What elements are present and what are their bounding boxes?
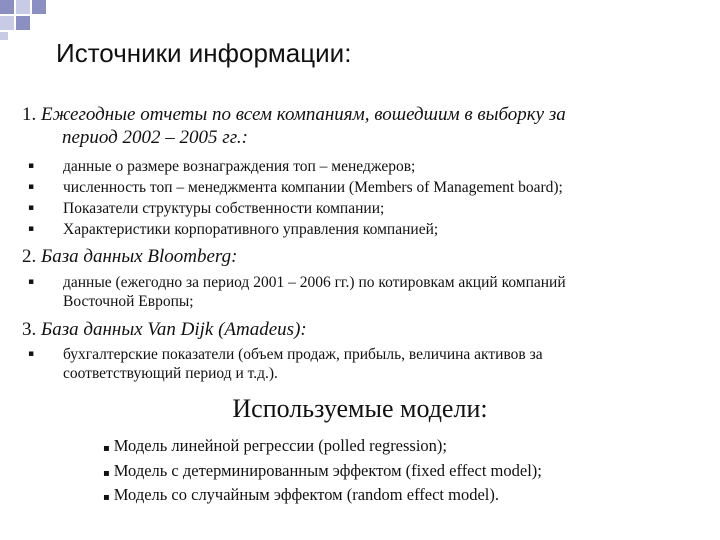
bullet-text-continued: Восточной Европы; — [63, 293, 194, 310]
bullet-square-icon: ▪ — [28, 161, 35, 171]
section-number: 1. — [22, 104, 37, 125]
corner-square — [16, 0, 30, 14]
model-item — [103, 436, 447, 459]
corner-square — [16, 16, 30, 30]
corner-square — [0, 32, 8, 40]
section-3-heading — [22, 318, 307, 341]
section-2-heading — [22, 245, 237, 268]
bullet-square-icon: ▪ — [103, 443, 110, 454]
bullet-item — [28, 345, 543, 383]
page-title: Источники информации: — [56, 38, 352, 68]
section-1-heading — [22, 103, 566, 149]
models-title: Используемые модели: — [232, 394, 488, 423]
bullet-square-icon: ▪ — [28, 203, 35, 213]
section-number: 3. — [22, 319, 37, 340]
bullet-item — [28, 220, 438, 239]
corner-square — [32, 0, 46, 14]
bullet-text: Характеристики корпоративного управления компанией; — [63, 221, 439, 238]
bullet-text: численность топ – менеджмента компании (Members of Management board); — [63, 179, 563, 196]
bullet-square-icon: ▪ — [28, 349, 35, 359]
bullet-item — [28, 199, 384, 218]
bullet-item — [28, 178, 563, 197]
bullet-text: данные (ежегодно за период 2001 – 2006 гг.) по котировкам акций компаний — [63, 274, 566, 291]
model-item — [103, 461, 542, 484]
corner-square — [0, 0, 14, 14]
model-text: Модель с детерминированным эффектом (fixed effect model); — [113, 461, 542, 480]
bullet-text: Показатели структуры собственности компании; — [63, 200, 385, 217]
corner-decoration — [0, 0, 80, 40]
section-text-continued: период 2002 – 2005 гг.: — [62, 127, 248, 148]
bullet-item — [28, 157, 415, 176]
bullet-square-icon: ▪ — [28, 182, 35, 192]
bullet-item — [28, 273, 566, 311]
bullet-square-icon: ▪ — [28, 224, 35, 234]
model-item — [103, 485, 499, 508]
section-number: 2. — [22, 246, 37, 267]
bullet-text: бухгалтерские показатели (объем продаж, прибыль, величина активов за — [63, 346, 543, 363]
section-text: База данных Bloomberg: — [41, 246, 238, 267]
model-text: Модель линейной регрессии (polled regression); — [113, 436, 448, 455]
corner-square — [0, 16, 14, 30]
bullet-square-icon: ▪ — [103, 468, 110, 479]
model-text: Модель со случайным эффектом (random effect model). — [113, 485, 500, 504]
section-text: База данных Van Dijk (Amadeus): — [41, 319, 307, 340]
bullet-square-icon: ▪ — [28, 277, 35, 287]
bullet-text: данные о размере вознаграждения топ – менеджеров; — [63, 158, 416, 175]
bullet-text-continued: соответствующий период и т.д.). — [63, 365, 278, 382]
section-text: Ежегодные отчеты по всем компаниям, вошедшим в выборку за — [41, 104, 566, 125]
bullet-square-icon: ▪ — [103, 492, 110, 503]
